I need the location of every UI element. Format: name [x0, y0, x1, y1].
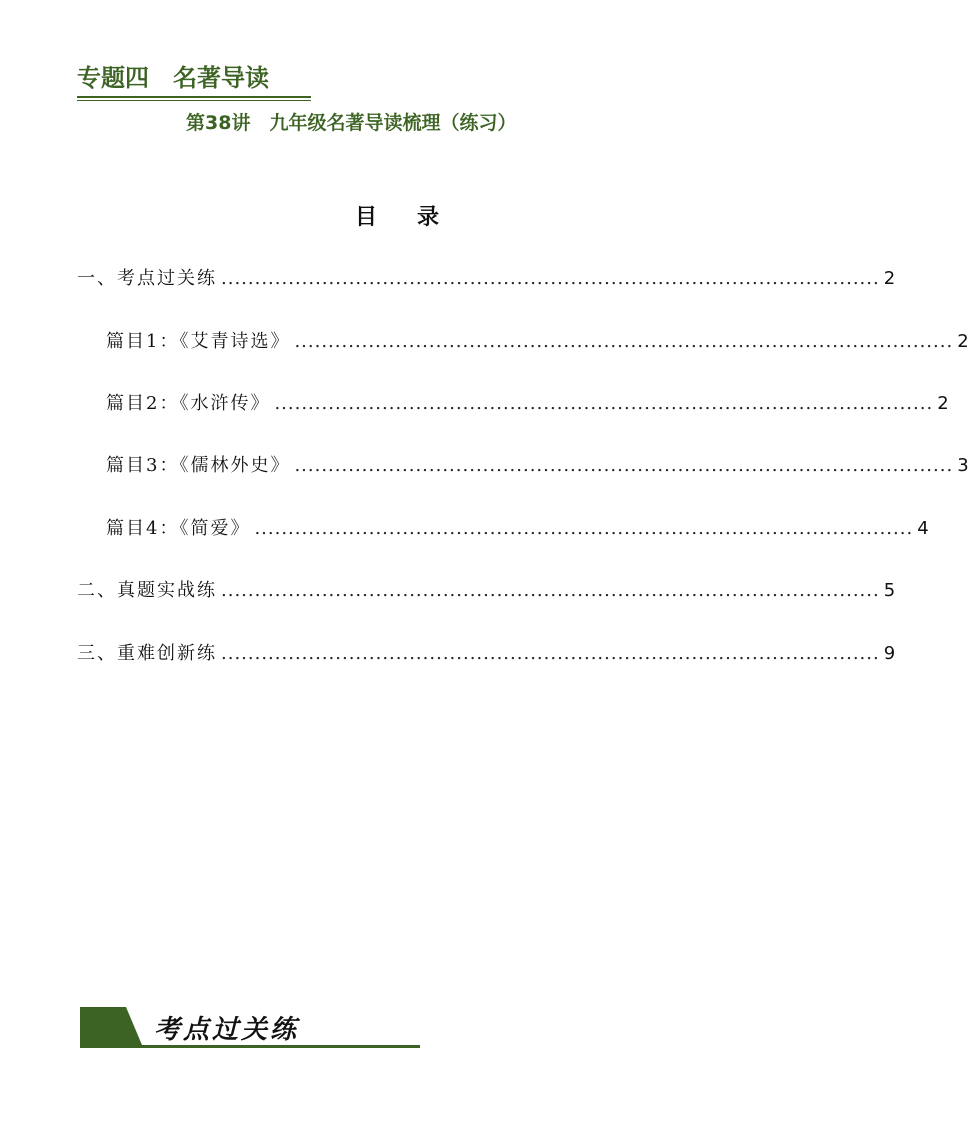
lesson-title: 第38讲 九年级名著导读梳理（练习）: [186, 112, 517, 134]
toc-entry-title: 篇目2：《水浒传》: [106, 393, 271, 414]
toc-entry-page: 2: [883, 268, 896, 289]
banner-block-icon: [80, 1007, 142, 1045]
toc-leader-dots: ..................................................................................................: [274, 393, 934, 414]
toc-entry-title: 篇目1：《艾青诗选》: [106, 331, 291, 352]
toc-entry-page: 5: [883, 580, 896, 601]
toc-entry-page: 4: [917, 518, 929, 539]
toc-leader-dots: ..................................................................................................: [294, 331, 954, 352]
topic-title: 专题四 名著导读: [77, 64, 269, 92]
toc-entry-title: 篇目3：《儒林外史》: [106, 455, 291, 476]
section-banner-label: 考点过关练: [154, 1015, 300, 1045]
toc-entry-page: 3: [957, 455, 969, 476]
toc-entry-page: 2: [957, 331, 969, 352]
section-banner: [80, 1003, 420, 1049]
toc-heading: 目录: [354, 204, 479, 230]
topic-title-underline: [77, 96, 311, 101]
toc-entry-page: 2: [937, 393, 949, 414]
section-banner-rule: [80, 1045, 420, 1048]
toc-entry-title: 一、考点过关练: [77, 268, 217, 289]
toc-entry-shuihu[interactable]: [106, 390, 949, 418]
toc-entry-title: 二、真题实战练: [77, 580, 217, 601]
toc-entry-page: 9: [883, 643, 896, 664]
toc-entry-chuangxin[interactable]: [77, 640, 896, 668]
toc-leader-dots: ..................................................................................................: [221, 643, 880, 664]
toc-entry-jianai[interactable]: [106, 515, 929, 543]
toc-leader-dots: ..................................................................................................: [221, 580, 880, 601]
toc-leader-dots: ..................................................................................................: [254, 518, 914, 539]
toc-leader-dots: ..................................................................................................: [221, 268, 880, 289]
toc-entry-aiqing[interactable]: [106, 328, 969, 356]
toc-entry-zhenti[interactable]: [77, 577, 896, 605]
toc-leader-dots: ..................................................................................................: [294, 455, 954, 476]
toc-entry-kaodian[interactable]: [77, 265, 896, 293]
toc-entry-title: 篇目4：《简爱》: [106, 518, 251, 539]
toc-entry-rulin[interactable]: [106, 452, 969, 480]
toc-entry-title: 三、重难创新练: [77, 643, 217, 664]
